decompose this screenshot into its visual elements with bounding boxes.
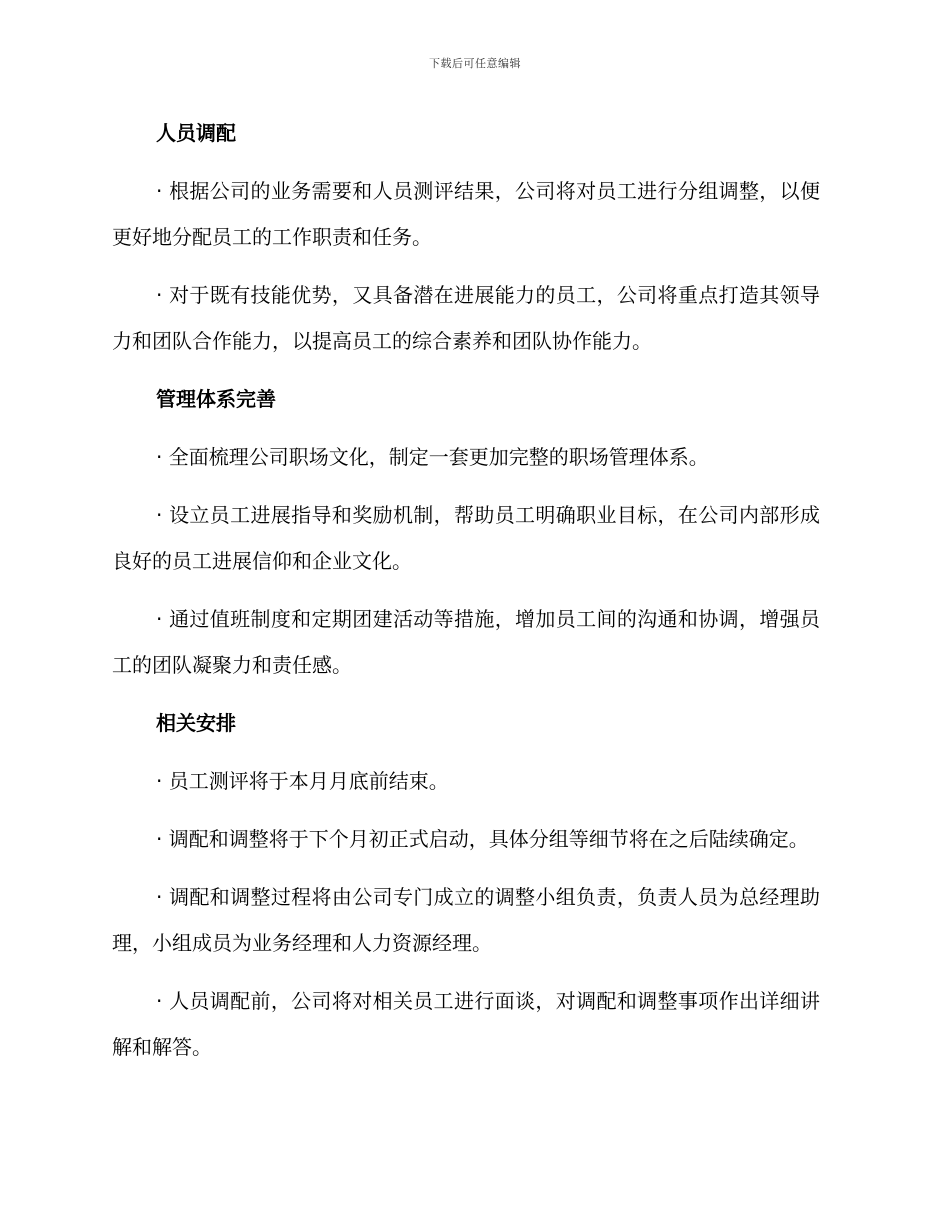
- paragraph: · 设立员工进展指导和奖励机制，帮助员工明确职业目标，在公司内部形成良好的员工进展信仰和企业文化。: [112, 503, 820, 573]
- paragraph: · 调配和调整过程将由公司专门成立的调整小组负责，负责人员为总经理助理，小组成员为业务经理和人力资源经理。: [112, 885, 820, 955]
- paragraph: · 全面梳理公司职场文化，制定一套更加完整的职场管理体系。: [156, 445, 709, 469]
- section-arrangements: [112, 700, 820, 1070]
- paragraph: · 通过值班制度和定期团建活动等措施，增加员工间的沟通和协调，增强员工的团队凝聚力和责任感。: [112, 607, 820, 677]
- paragraph: · 员工测评将于本月月底前结束。: [156, 769, 449, 793]
- section-personnel-allocation: [112, 110, 820, 364]
- paragraph: · 根据公司的业务需要和人员测评结果，公司将对员工进行分组调整，以便更好地分配员工的工作职责和任务。: [112, 179, 820, 249]
- paragraph: · 调配和调整将于下个月初正式启动，具体分组等细节将在之后陆续确定。: [156, 827, 809, 851]
- section-heading: 管理体系完善: [156, 387, 276, 411]
- paragraph: · 对于既有技能优势，又具备潜在进展能力的员工，公司将重点打造其领导力和团队合作能力，以提高员工的综合素养和团队协作能力。: [112, 283, 820, 353]
- section-heading: 相关安排: [156, 711, 236, 735]
- section-management-system: [112, 376, 820, 688]
- section-heading: 人员调配: [156, 121, 236, 145]
- document-body: [112, 110, 820, 1082]
- page-header-note: 下载后可任意编辑: [429, 57, 521, 70]
- paragraph: · 人员调配前，公司将对相关员工进行面谈，对调配和调整事项作出详细讲解和解答。: [112, 989, 820, 1059]
